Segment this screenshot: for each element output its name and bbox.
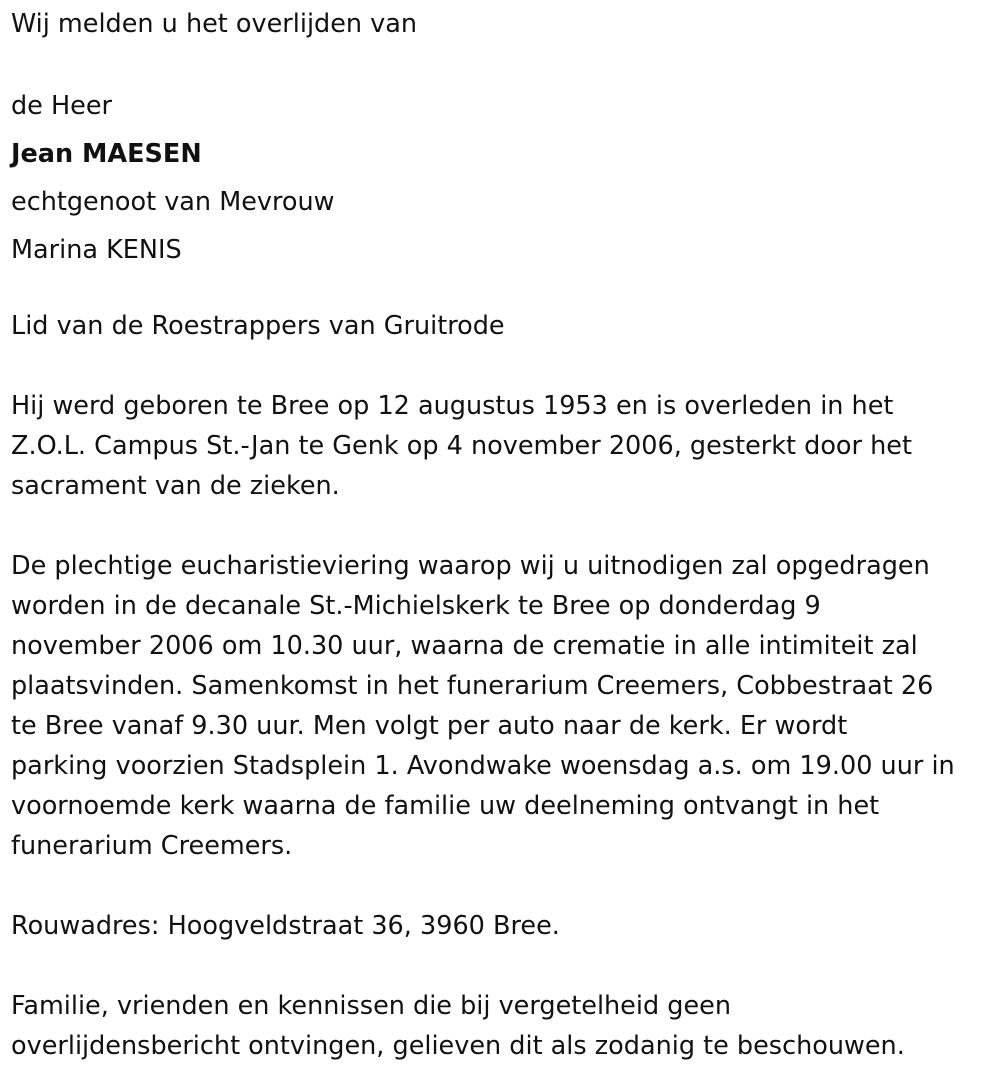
closing-paragraph xyxy=(11,986,991,1066)
paragraph-line: te Bree vanaf 9.30 uur. Men volgt per auto naar de kerk. Er wordt xyxy=(11,711,848,741)
membership-line: Lid van de Roestrappers van Gruitrode xyxy=(11,311,505,341)
spouse-name: Marina KENIS xyxy=(11,235,182,265)
deceased-name: Jean MAESEN xyxy=(11,139,202,169)
paragraph-line: Familie, vrienden en kennissen die bij vergetelheid geen xyxy=(11,991,731,1021)
spacer xyxy=(11,346,991,386)
paragraph-line: Hij werd geboren te Bree op 12 augustus 1953 en is overleden in het xyxy=(11,391,894,421)
paragraph-line: parking voorzien Stadsplein 1. Avondwake woensdag a.s. om 19.00 uur in xyxy=(11,751,955,781)
paragraph-line: voornoemde kerk waarna de familie uw deelneming ontvangt in het xyxy=(11,791,880,821)
spouse-line: echtgenoot van Mevrouw xyxy=(11,187,335,217)
birth-death-paragraph xyxy=(11,386,991,506)
address-line: Rouwadres: Hoogveldstraat 36, 3960 Bree. xyxy=(11,911,560,941)
spacer xyxy=(11,506,991,546)
spacer xyxy=(11,274,991,306)
title-prefix: de Heer xyxy=(11,91,113,121)
paragraph-line: sacrament van de zieken. xyxy=(11,471,340,501)
paragraph-line: worden in de decanale St.-Michielskerk te Bree op donderdag 9 xyxy=(11,591,821,621)
paragraph-line: funerarium Creemers. xyxy=(11,831,293,861)
death-notice xyxy=(11,4,991,1066)
spacer xyxy=(11,44,991,84)
paragraph-line: plaatsvinden. Samenkomst in het funerarium Creemers, Cobbestraat 26 xyxy=(11,671,934,701)
paragraph-line: november 2006 om 10.30 uur, waarna de crematie in alle intimiteit zal xyxy=(11,631,918,661)
ceremony-paragraph xyxy=(11,546,991,866)
spacer xyxy=(11,946,991,986)
paragraph-line: overlijdensbericht ontvingen, gelieven dit als zodanig te beschouwen. xyxy=(11,1031,905,1061)
paragraph-line: Z.O.L. Campus St.-Jan te Genk op 4 november 2006, gesterkt door het xyxy=(11,431,912,461)
intro-line: Wij melden u het overlijden van xyxy=(11,9,418,39)
paragraph-line: De plechtige eucharistieviering waarop wij u uitnodigen zal opgedragen xyxy=(11,551,930,581)
spacer xyxy=(11,866,991,906)
